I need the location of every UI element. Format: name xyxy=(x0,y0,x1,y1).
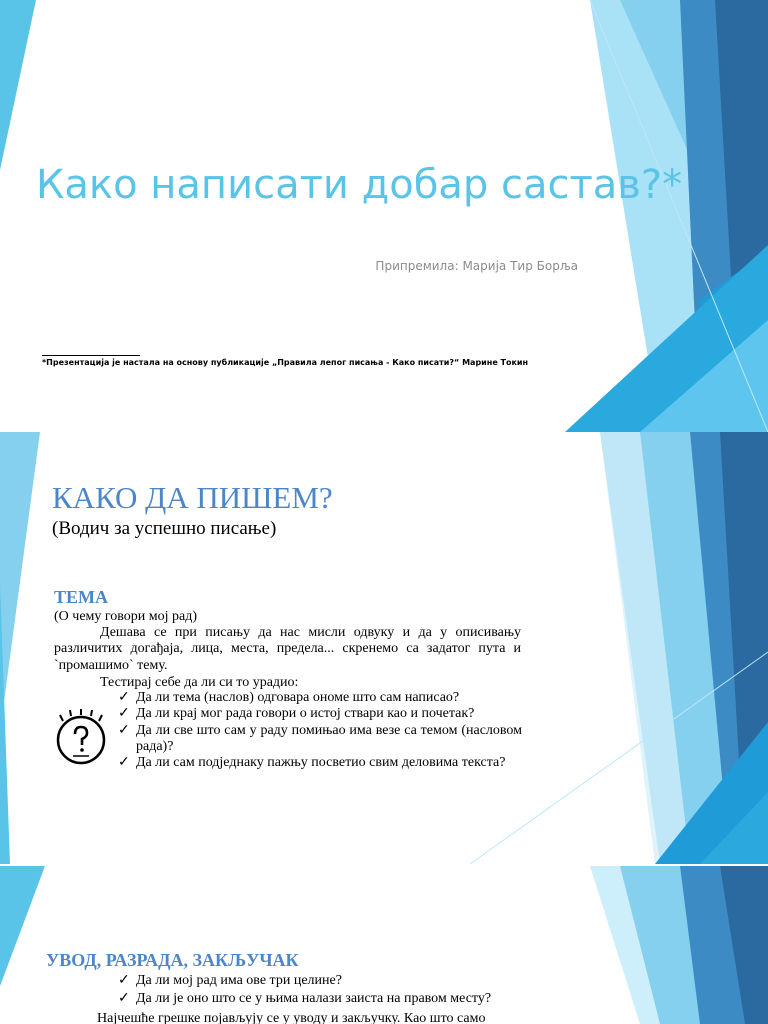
section-subtitle: (О чему говори мој рад) xyxy=(54,609,198,624)
footnote: *Презентација је настала на основу публикације „Правила лепог писања - Како писати?“ Марине Токин xyxy=(42,358,529,367)
checkmark-icon: ✓ xyxy=(118,973,130,988)
slide-title xyxy=(0,0,768,432)
test-instruction: Тестирај себе да ли си то урадио: xyxy=(100,675,299,690)
slide-guide xyxy=(0,432,768,864)
checkmark-icon: ✓ xyxy=(118,755,130,771)
guide-subtitle: (Водич за успешно писање) xyxy=(52,518,277,539)
list-item: ✓ Да ли крај мог рада говори о истој ствари као и почетак? xyxy=(118,706,475,722)
topic-paragraph: Дешава се при писању да нас мисли одвуку и да у описивању различитих догађаја, лица, места, предела... скренемо са задатог пута и `промашимо` тему. xyxy=(54,625,521,673)
thinking-face-question-icon xyxy=(51,707,111,769)
section-title-topic: ТЕМА xyxy=(54,587,108,607)
list-item: ✓ Да ли тема (наслов) одговара ономе што сам написао? xyxy=(118,690,460,705)
author-line: Припремила: Марија Тир Борља xyxy=(375,259,578,273)
checkmark-icon: ✓ xyxy=(118,690,130,705)
list-item: ✓ Да ли све што сам у раду помињао има везе са темом (насловом рада)? xyxy=(118,722,522,754)
structure-title: УВОД, РАЗРАДА, ЗАКЉУЧАК xyxy=(46,950,299,970)
checkmark-icon: ✓ xyxy=(118,991,130,1006)
checkmark-icon: ✓ xyxy=(118,722,130,738)
list-item: ✓ Да ли сам подједнаку пажњу посветио свим деловима текста? xyxy=(118,755,506,771)
list-item: ✓ Да ли мој рад има ове три целине? xyxy=(118,973,342,988)
list-item: ✓ Да ли је оно што се у њима налази заиста на правом месту? xyxy=(118,991,492,1006)
footnote-divider xyxy=(42,355,140,356)
page-title: Како написати добар састав?* xyxy=(36,162,683,208)
structure-paragraph: Најчешће грешке појављују се у уводу и закључку. Као што само xyxy=(97,1011,486,1024)
topic-checklist xyxy=(118,690,522,771)
slide1-decoration xyxy=(0,0,768,432)
slide-structure xyxy=(0,866,768,1024)
guide-title: КАКО ДА ПИШЕМ? xyxy=(52,480,333,515)
structure-checklist xyxy=(118,972,491,1008)
checkmark-icon: ✓ xyxy=(118,706,130,722)
